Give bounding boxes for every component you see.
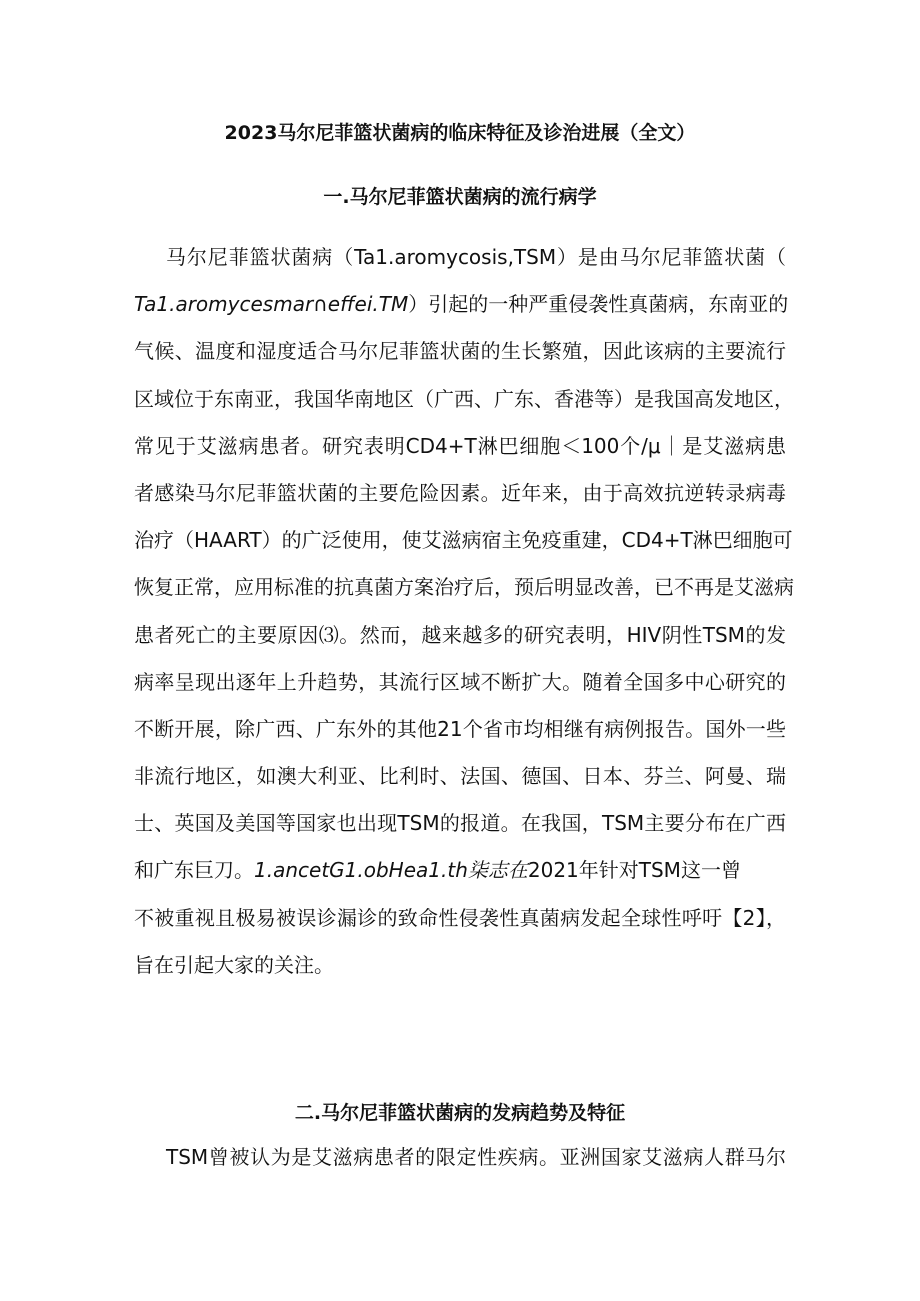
paragraph-line: 恢复正常，应用标准的抗真菌方案治疗后，预后明显改善，已不再是艾滋病 <box>134 575 794 600</box>
line-text-italic: 柒志在 <box>467 858 528 883</box>
paragraph-line: 者感染马尔尼菲篮状菌的主要危险因素。近年来，由于高效抗逆转录病毒 <box>134 480 786 505</box>
section-heading-trends: 二.马尔尼菲篮状菌病的发病趋势及特征 <box>294 1102 626 1124</box>
paragraph-line: 患者死亡的主要原因⑶。然而，越来越多的研究表明，HIV阴性TSM的发 <box>134 622 786 647</box>
paragraph-line: 不被重视且极易被误诊漏诊的致命性侵袭性真菌病发起全球性呼吁【2】， <box>134 905 786 930</box>
latin-species-name: Ta1.aromycesmar∩effei.TM <box>134 292 409 317</box>
paragraph-line: 治疗（HAART）的广泛使用，使艾滋病宿主免疫重建，CD4+T淋巴细胞可 <box>134 528 793 553</box>
paragraph-line: 士、英国及美国等国家也出现TSM的报道。在我国，TSM主要分布在广西 <box>134 811 786 836</box>
section-heading-epidemiology: 一.马尔尼菲篮状菌病的流行病学 <box>323 186 597 208</box>
paragraph-line: 常见于艾滋病患者。研究表明CD4+T淋巴细胞＜100个/μ｜是艾滋病患 <box>134 433 786 458</box>
paragraph-line: 气候、温度和湿度适合马尔尼菲篮状菌的生长繁殖，因此该病的主要流行 <box>134 339 786 364</box>
paragraph-line: 区域位于东南亚，我国华南地区（广西、广东、香港等）是我国高发地区， <box>134 386 794 411</box>
paragraph-line: 不断开展，除广西、广东外的其他21个省市均相继有病例报告。国外一些 <box>134 716 786 741</box>
paragraph-epidemiology <box>134 234 794 989</box>
journal-name: 1.ancetG1.obHea1.th <box>254 858 468 883</box>
paragraph-line <box>134 281 789 328</box>
paragraph-line <box>134 847 786 894</box>
paragraph-trends <box>134 1134 786 1181</box>
line-text: ）引起的一种严重侵袭性真菌病，东南亚的 <box>408 292 789 317</box>
line-text: 2021年针对TSM这一曾 <box>527 858 741 883</box>
paragraph-line: 病率呈现出逐年上升趋势，其流行区域不断扩大。随着全国多中心研究的 <box>134 669 786 694</box>
line-text: 和广东巨刀。 <box>134 858 254 883</box>
document-title: 2023马尔尼菲篮状菌病的临床特征及诊治进展（全文） <box>224 122 696 144</box>
paragraph-line: 马尔尼菲篮状菌病（Ta1.aromycosis,TSM）是由马尔尼菲篮状菌（ <box>166 245 786 269</box>
paragraph-line: TSM曾被认为是艾滋病患者的限定性疾病。亚洲国家艾滋病人群马尔 <box>166 1145 786 1169</box>
paragraph-line: 非流行地区，如澳大利亚、比利时、法国、德国、日本、芬兰、阿曼、瑞 <box>134 764 786 789</box>
paragraph-line: 旨在引起大家的关注。 <box>134 952 334 977</box>
